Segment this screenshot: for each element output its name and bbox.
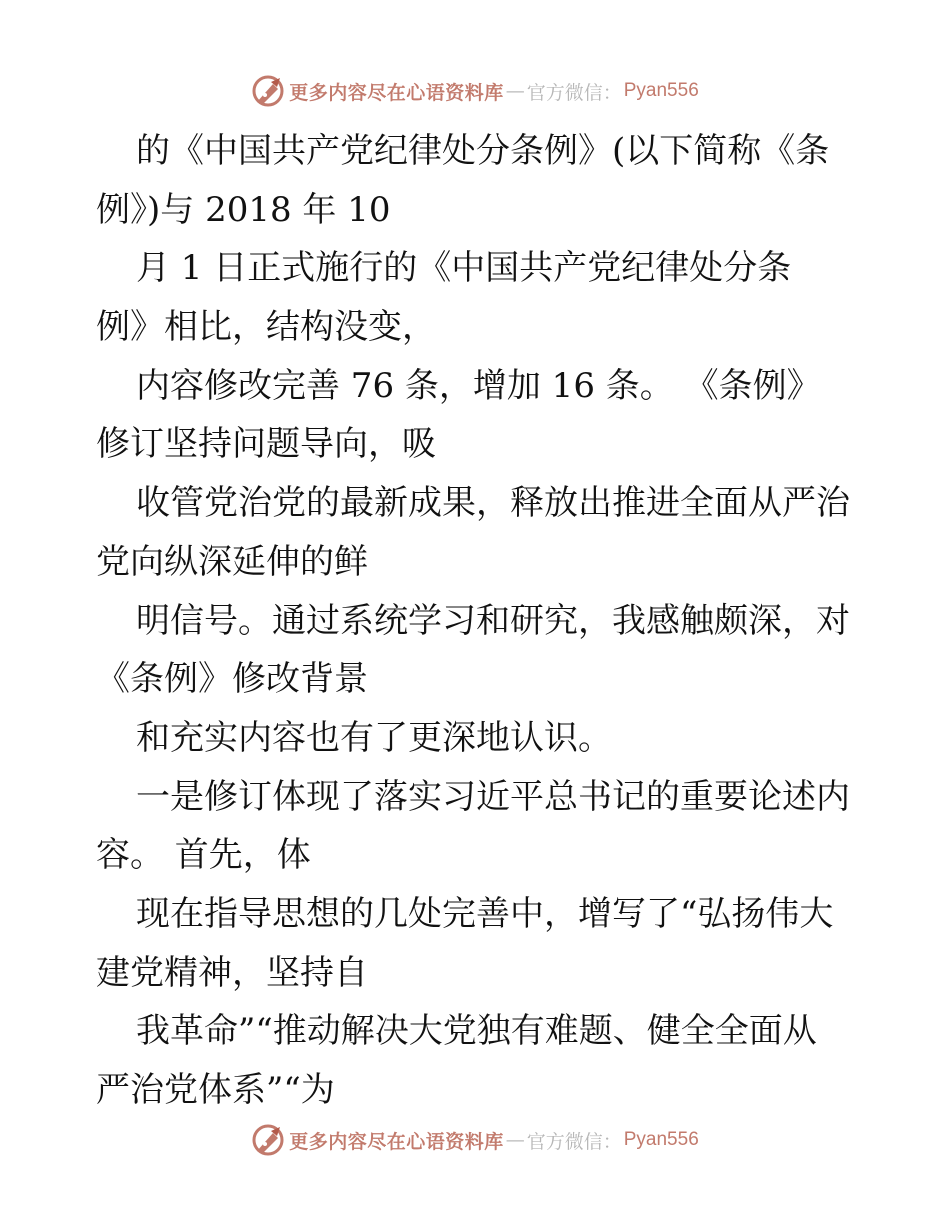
text-line: 内容修改完善 76 条，增加 16 条。 《条例》 xyxy=(136,365,821,406)
text-line: 例》)与 2018 年 10 xyxy=(96,189,391,230)
text-line: 建党精神，坚持自 xyxy=(96,952,368,993)
text-line: 修订坚持问题导向，吸 xyxy=(96,424,436,465)
watermark-main-text: 更多内容尽在心语资料库 xyxy=(289,1130,504,1153)
text-line: 例》相比，结构没变， xyxy=(96,307,436,348)
text-line: 党向纵深延伸的鲜 xyxy=(96,541,368,582)
text-line: 严治党体系”“为 xyxy=(96,1070,335,1110)
text-line: 月 1 日正式施行的《中国共产党纪律处分条 xyxy=(136,248,792,289)
pen-nib-icon xyxy=(251,1123,285,1157)
watermark-account-label: 官方微信： xyxy=(526,81,622,104)
text-line: 容。 首先，体 xyxy=(96,835,311,876)
text-line: 明信号。通过系统学习和研究，我感触颇深，对 xyxy=(136,600,850,641)
header-watermark xyxy=(0,71,950,111)
text-line: 《条例》修改背景 xyxy=(96,659,368,700)
text-line: 一是修订体现了落实习近平总书记的重要论述内 xyxy=(136,776,850,817)
text-line: 我革命”“推动解决大党独有难题、健全全面从 xyxy=(136,1011,817,1052)
watermark-separator: — xyxy=(505,80,525,102)
footer-watermark xyxy=(0,1120,950,1160)
watermark-account-label: 官方微信： xyxy=(526,1130,622,1153)
text-line: 和充实内容也有了更深地认识。 xyxy=(136,717,612,758)
text-line: 的《中国共产党纪律处分条例》(以下简称《条 xyxy=(136,131,830,171)
watermark-account-id: Pyan556 xyxy=(623,80,699,101)
watermark-account-id: Pyan556 xyxy=(623,1129,699,1150)
text-line: 现在指导思想的几处完善中，增写了“弘扬伟大 xyxy=(136,893,834,934)
text-line: 收管党治党的最新成果，释放出推进全面从严治 xyxy=(136,483,850,524)
document-body xyxy=(96,122,866,1120)
pen-nib-icon xyxy=(251,74,285,108)
watermark-main-text: 更多内容尽在心语资料库 xyxy=(289,81,504,104)
watermark-separator: — xyxy=(505,1129,525,1151)
